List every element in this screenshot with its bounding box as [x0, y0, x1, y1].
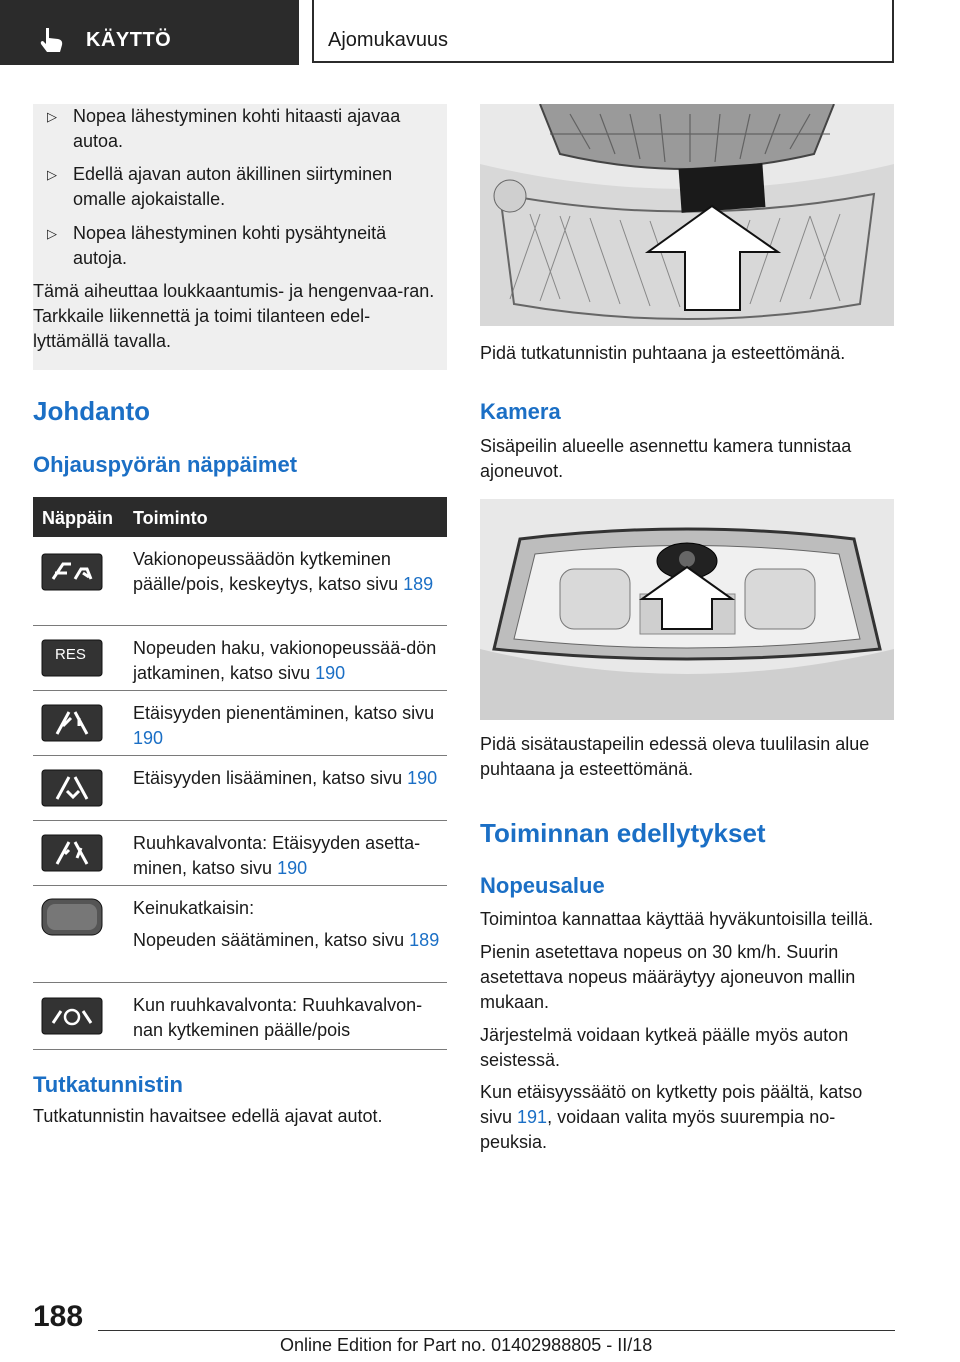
conditions-heading: Toiminnan edellytykset: [480, 818, 766, 848]
triangle-bullet-icon: ▷: [47, 109, 57, 124]
triangle-bullet-icon: ▷: [47, 226, 57, 241]
page-link[interactable]: 189: [409, 930, 440, 950]
rocker-switch-icon: [41, 896, 103, 938]
column-header-function: Toiminto: [133, 508, 208, 528]
table-row: [33, 821, 447, 886]
table-row-description: Etäisyyden pienentäminen, katso sivu 190: [133, 703, 435, 748]
table-row-description: Keinukatkaisin: Nopeuden säätäminen, katso sivu 189: [133, 898, 440, 950]
table-row-description: Etäisyyden lisääminen, katso sivu 190: [133, 768, 438, 788]
warning-bullet: ▷ Nopea lähestyminen kohti hitaasti ajavaa autoa.: [47, 106, 401, 151]
page-link[interactable]: 190: [315, 663, 346, 683]
radar-caption: Pidä tutkatunnistin puhtaana ja esteettömänä.: [480, 343, 846, 363]
cruise-control-icon: [41, 553, 103, 591]
warning-paragraph: Tämä aiheuttaa loukkaantumis- ja hengenvaa-ran. Tarkkaile liikennettä ja toimi tilanteen edel-lyttämällä tavalla.: [33, 281, 435, 351]
triangle-bullet-icon: ▷: [47, 167, 57, 182]
hand-pointer-icon: [38, 26, 68, 54]
car-front-illustration: [480, 104, 894, 326]
car-rear-window-illustration: [480, 499, 894, 720]
chapter-title: Ajomukavuus: [328, 29, 449, 51]
table-row: [33, 983, 447, 1050]
page-number: 188: [33, 1300, 84, 1333]
table-row: [33, 886, 447, 983]
speed-range-heading: Nopeusalue: [480, 873, 605, 898]
table-row-description: Nopeuden haku, vakionopeussää-dön jatkaminen, katso sivu 190: [133, 638, 437, 683]
warning-box: [33, 104, 447, 370]
intro-heading: Johdanto: [33, 396, 150, 426]
section-tab[interactable]: [0, 0, 299, 65]
speed-paragraph-3: Järjestelmä voidaan kytkeä päälle myös auton seistessä.: [480, 1025, 849, 1070]
camera-caption: Pidä sisätaustapeilin edessä oleva tuulilasin alue puhtaana ja esteettömänä.: [480, 734, 870, 779]
distance-decrease-icon: [41, 704, 103, 742]
table-row: [33, 537, 447, 626]
warning-bullet: ▷ Edellä ajavan auton äkillinen siirtyminen omalle ajokaistalle.: [47, 164, 393, 209]
camera-heading: Kamera: [480, 399, 561, 424]
speed-paragraph-1: Toimintoa kannattaa käyttää hyväkuntoisilla teillä.: [480, 909, 874, 929]
table-row-description: Vakionopeussäädön kytkeminen päälle/pois, keskeytys, katso sivu 189: [133, 549, 434, 594]
page-link[interactable]: 189: [403, 574, 434, 594]
table-row: [33, 691, 447, 756]
distance-increase-icon: [41, 769, 103, 807]
steering-buttons-heading: Ohjauspyörän näppäimet: [33, 452, 298, 477]
speed-paragraph-4: Kun etäisyyssäätö on kytketty pois päältä, katso sivu 191, voidaan valita myös suurempia no-peuksia.: [480, 1082, 863, 1152]
radar-sensor-image: [480, 104, 894, 326]
table-header: [33, 497, 447, 537]
page-link[interactable]: 191: [517, 1107, 548, 1127]
res-key-label: RES: [55, 646, 86, 663]
page-link[interactable]: 190: [407, 768, 438, 788]
radar-text: Tutkatunnistin havaitsee edellä ajavat autot.: [33, 1106, 383, 1126]
camera-text: Sisäpeilin alueelle asennettu kamera tunnistaa ajoneuvot.: [480, 436, 852, 481]
table-row: [33, 756, 447, 821]
footer-divider: [98, 1330, 895, 1331]
chapter-header: [312, 0, 894, 63]
warning-bullet: ▷ Nopea lähestyminen kohti pysähtyneitä autoja.: [47, 223, 387, 268]
table-row-description: Kun ruuhkavalvonta: Ruuhkavalvon-nan kytkeminen päälle/pois: [133, 995, 423, 1040]
traffic-jam-distance-icon: [41, 834, 103, 872]
table-row: [33, 626, 447, 691]
radar-heading: Tutkatunnistin: [33, 1072, 183, 1097]
section-tab-label: KÄYTTÖ: [86, 29, 172, 51]
page-link[interactable]: 190: [133, 728, 164, 748]
edition-text: Online Edition for Part no. 01402988805 - II/18: [280, 1335, 653, 1355]
button-table: [33, 497, 447, 1050]
column-header-key: Näppäin: [42, 508, 114, 528]
page-link[interactable]: 190: [277, 858, 308, 878]
camera-image: [480, 499, 894, 720]
table-row-description: Ruuhkavalvonta: Etäisyyden asetta-minen, katso sivu 190: [133, 833, 421, 878]
speed-paragraph-2: Pienin asetettava nopeus on 30 km/h. Suurin asetettava nopeus määräytyy ajoneuvon mallin mukaan.: [480, 942, 856, 1012]
traffic-jam-assist-icon: [41, 997, 103, 1035]
